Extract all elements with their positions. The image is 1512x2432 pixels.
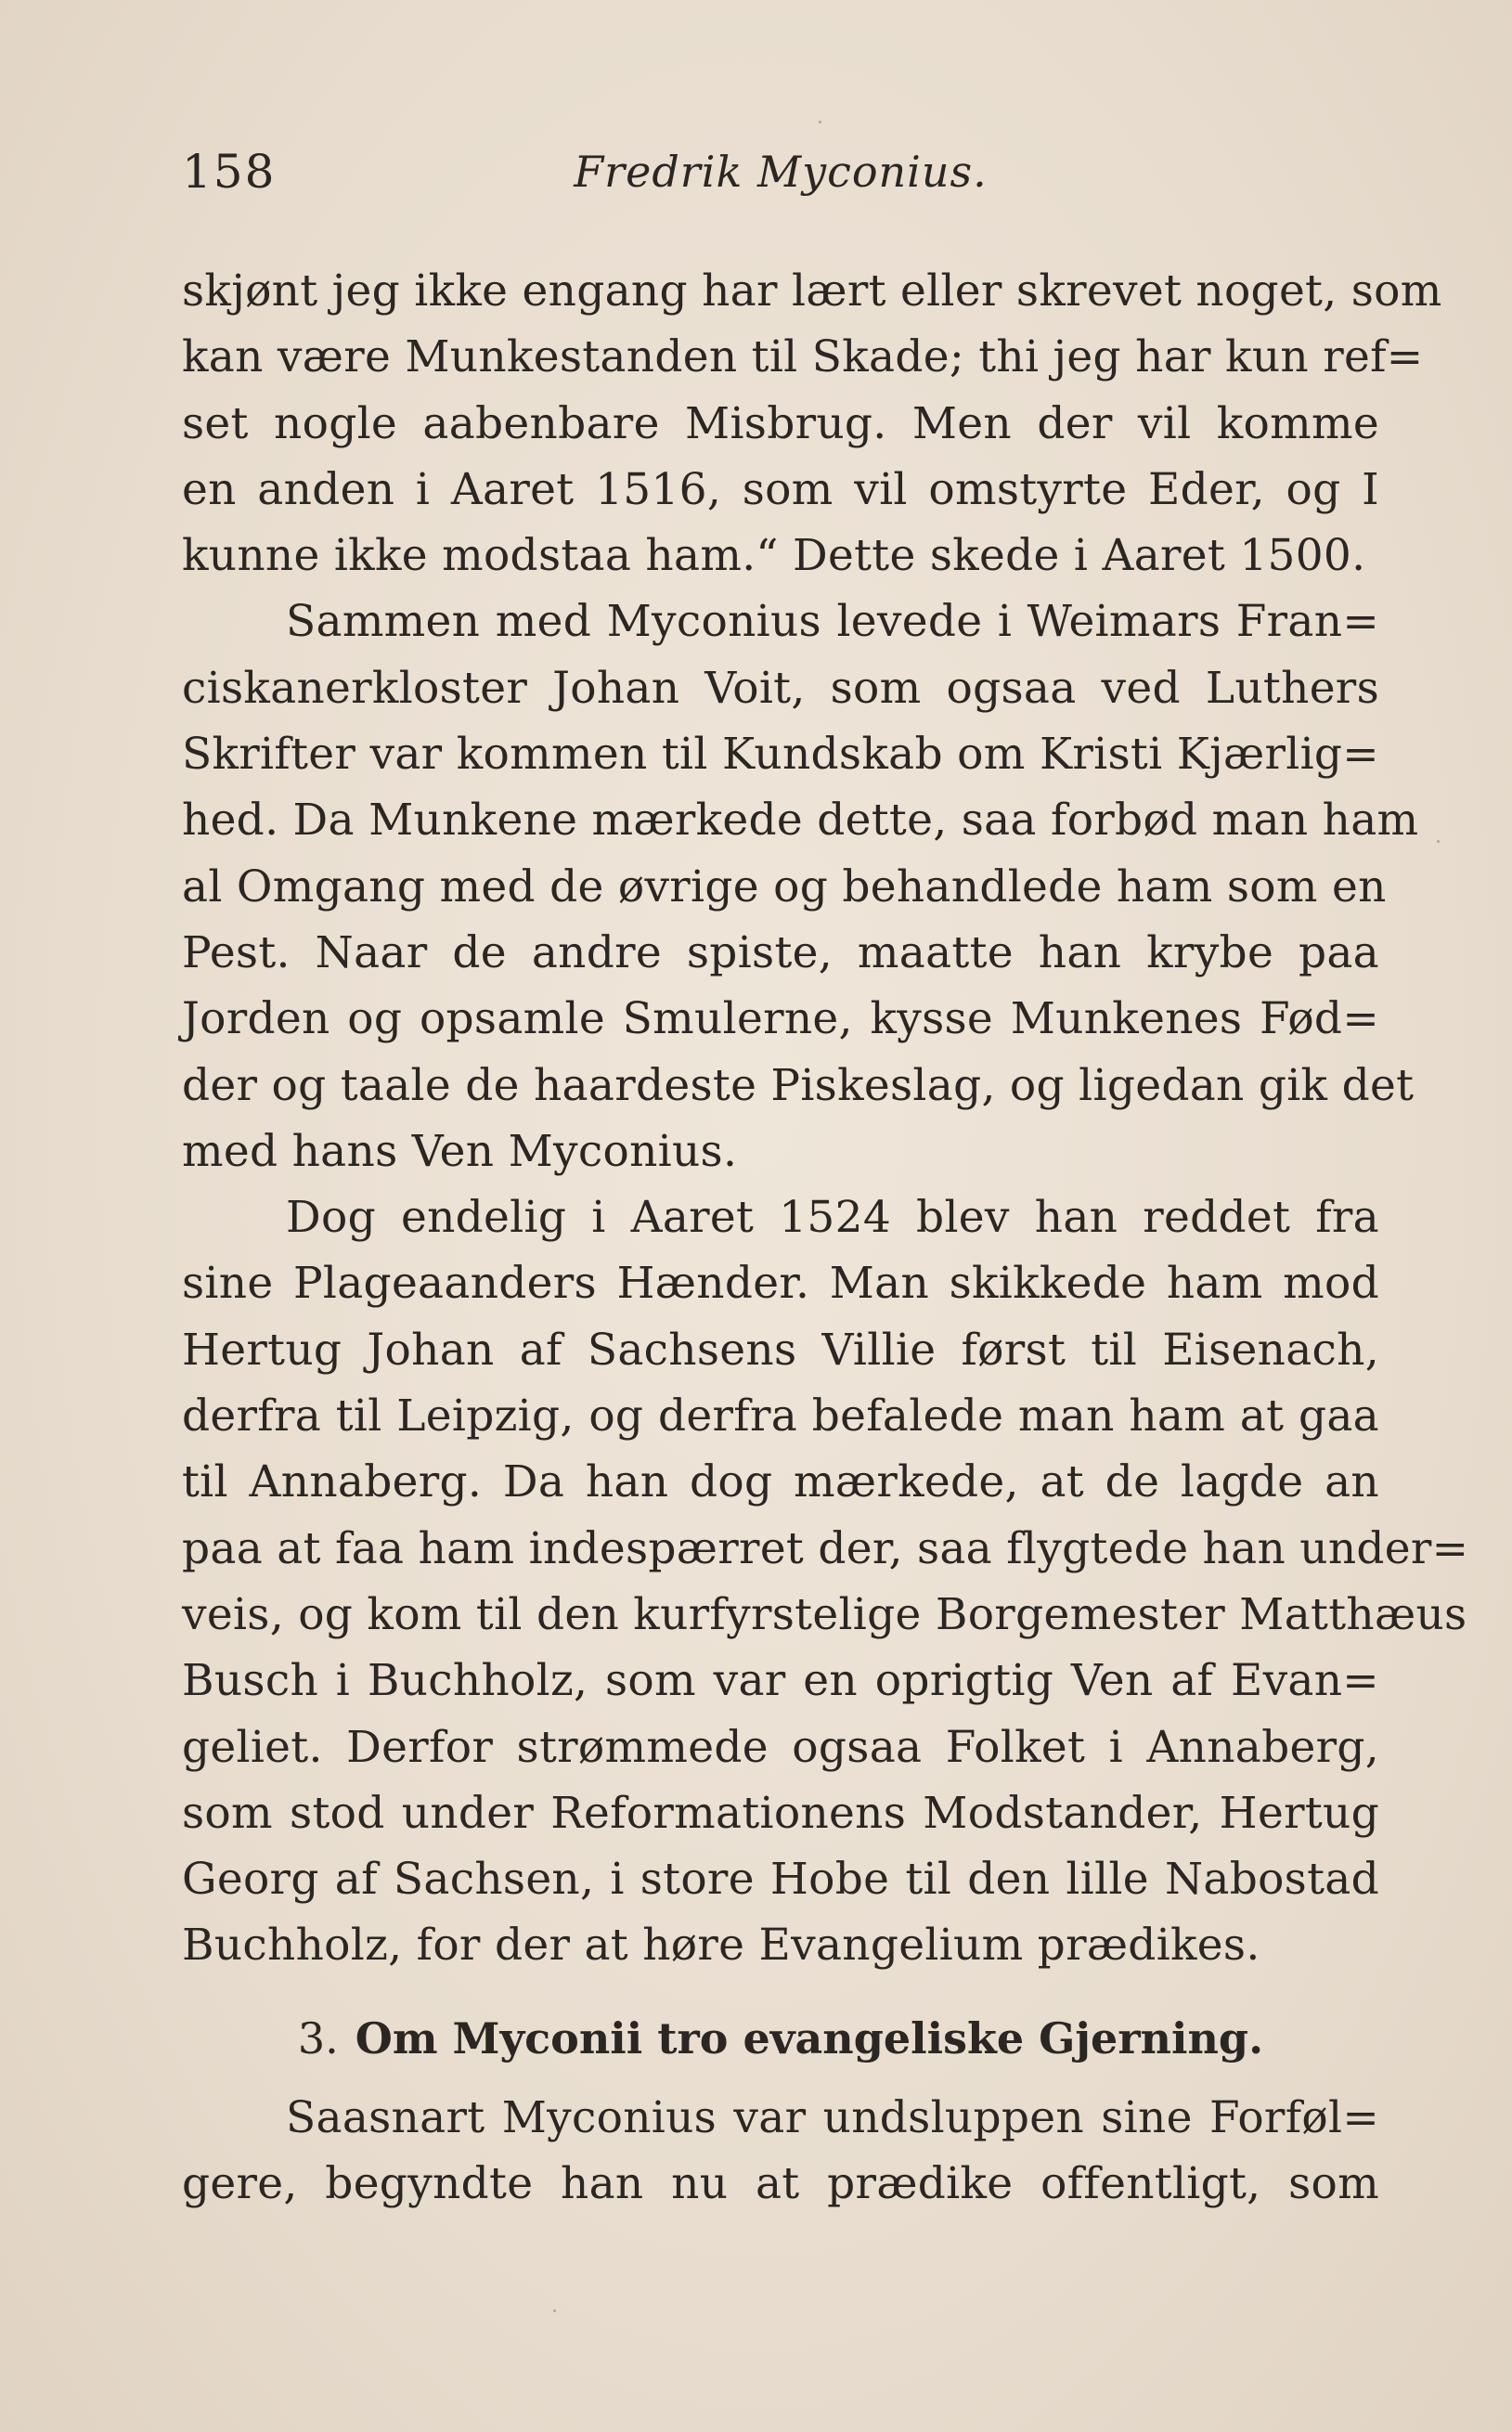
text-line: geliet. Derfor strømmede ogsaa Folket i Annaberg, bbox=[182, 1721, 1379, 1773]
text-line: Dog endelig i Aaret 1524 blev han reddet fra bbox=[286, 1192, 1379, 1244]
running-title: Fredrik Myconius. bbox=[574, 147, 988, 197]
text-line: kan være Munkestanden til Skade; thi jeg har kun ref= bbox=[182, 331, 1424, 383]
text-line: der og taale de haardeste Piskeslag, og ligedan gik det bbox=[182, 1059, 1415, 1111]
paper-speck bbox=[1437, 840, 1440, 843]
text-line: til Annaberg. Da han dog mærkede, at de lagde an bbox=[182, 1456, 1379, 1508]
text-line: gere, begyndte han nu at prædike offentligt, som bbox=[182, 2158, 1379, 2210]
text-line: derfra til Leipzig, og derfra befalede man ham at gaa bbox=[182, 1391, 1379, 1442]
section-number: 3. bbox=[297, 2012, 339, 2063]
text-line: Georg af Sachsen, i store Hobe til den lille Nabostad bbox=[182, 1854, 1379, 1906]
paper-speck bbox=[819, 121, 821, 123]
text-line: Sammen med Myconius levede i Weimars Fran= bbox=[286, 596, 1379, 648]
text-line: Buchholz, for der at høre Evangelium prædikes. bbox=[182, 1920, 1260, 1972]
text-line: med hans Ven Myconius. bbox=[182, 1125, 738, 1177]
text-line: som stod under Reformationens Modstander, Hertug bbox=[182, 1787, 1379, 1839]
section-heading bbox=[182, 1992, 1379, 2085]
text-line: Busch i Buchholz, som var en oprigtig Ven af Evan= bbox=[182, 1655, 1379, 1707]
text-line: sine Plageaanders Hænder. Man skikkede ham mod bbox=[182, 1258, 1379, 1310]
text-line: skjønt jeg ikke engang har lært eller skrevet noget, som bbox=[182, 265, 1442, 317]
text-line: set nogle aabenbare Misbrug. Men der vil komme bbox=[182, 397, 1379, 449]
page-number: 158 bbox=[182, 145, 277, 199]
paragraph bbox=[182, 2085, 1379, 2218]
body-text bbox=[182, 258, 1469, 2217]
text-line: Jorden og opsamle Smulerne, kysse Munkenes Fød= bbox=[182, 993, 1379, 1045]
paragraph bbox=[182, 258, 1442, 589]
text-line: paa at faa ham indespærret der, saa flygtede han under= bbox=[182, 1522, 1469, 1574]
text-line: veis, og kom til den kurfyrstelige Borgemester Matthæus bbox=[182, 1588, 1467, 1640]
text-line: kunne ikke modstaa ham.“ Dette skede i Aaret 1500. bbox=[182, 530, 1366, 582]
page-header bbox=[182, 139, 1379, 204]
text-line: ciskanerkloster Johan Voit, som ogsaa ved Luthers bbox=[182, 662, 1379, 714]
section-title: Om Myconii tro evangeliske Gjerning. bbox=[355, 2012, 1264, 2063]
text-line: Skrifter var kommen til Kundskab om Kristi Kjærlig= bbox=[182, 729, 1379, 781]
paragraph bbox=[182, 589, 1419, 1184]
text-line: Saasnart Myconius var undsluppen sine Forføl= bbox=[286, 2091, 1379, 2143]
text-line: Pest. Naar de andre spiste, maatte han krybe paa bbox=[182, 926, 1379, 978]
text-line: al Omgang med de øvrige og behandlede ham som en bbox=[182, 860, 1387, 912]
paper-speck bbox=[553, 2309, 556, 2312]
paragraph bbox=[182, 1184, 1469, 1979]
text-line: Hertug Johan af Sachsens Villie først til Eisenach, bbox=[182, 1324, 1379, 1376]
text-line: hed. Da Munkene mærkede dette, saa forbød man ham bbox=[182, 795, 1419, 847]
text-line: en anden i Aaret 1516, som vil omstyrte Eder, og I bbox=[182, 463, 1379, 515]
